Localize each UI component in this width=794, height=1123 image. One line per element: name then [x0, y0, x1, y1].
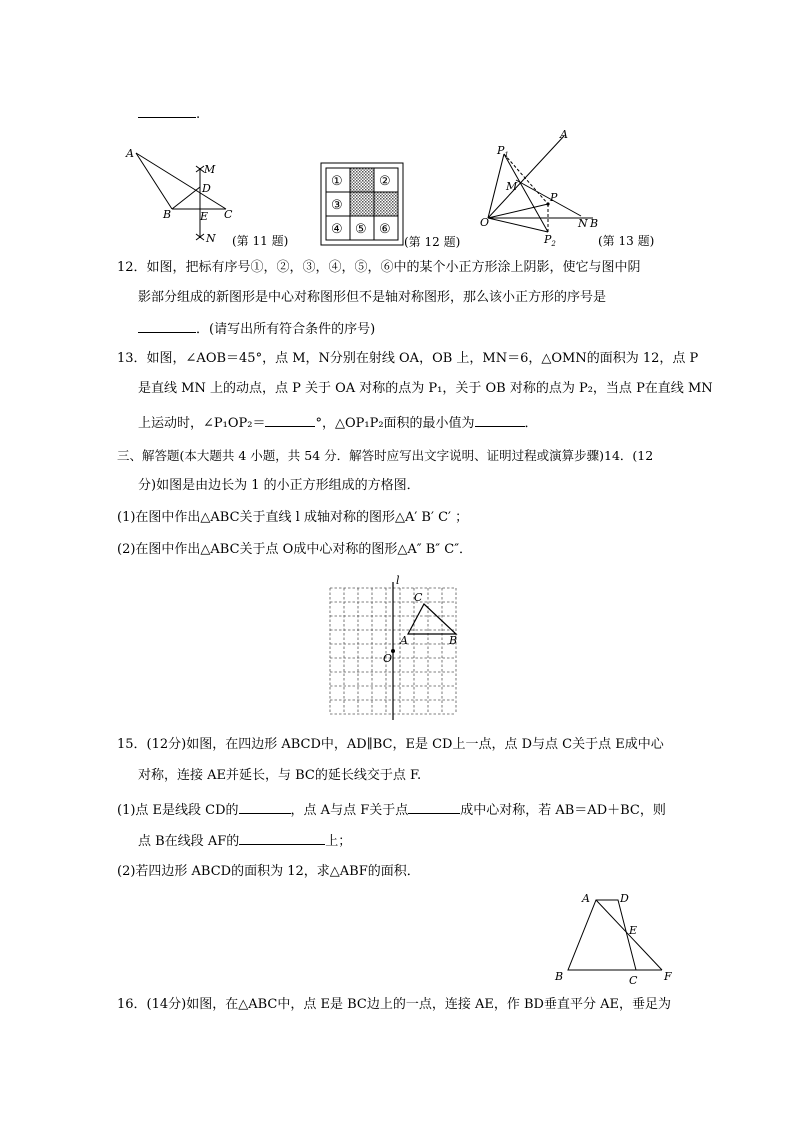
answer-blank[interactable]: [408, 799, 460, 814]
cell-5[interactable]: ⑤: [355, 222, 367, 237]
cell-2[interactable]: ②: [379, 174, 391, 189]
answer-blank[interactable]: [265, 412, 315, 427]
fig13-label-o: O: [480, 216, 490, 229]
q13-line3: 上运动时，∠P₁OP₂＝ °，△OP₁P₂面积的最小值为 ．: [138, 412, 718, 434]
shaded-cell: [350, 168, 374, 192]
fig15-label-c: C: [629, 974, 638, 987]
fig11-label-a: A: [126, 147, 134, 160]
section3-line2: 分)如图是由边长为 1 的小正方形组成的方格图．: [138, 478, 420, 493]
fig15-label-f: F: [664, 970, 672, 983]
cell-1[interactable]: ①: [331, 174, 343, 189]
fig11-label-m: M: [204, 163, 216, 176]
fig11-caption: (第 11 题): [232, 234, 289, 248]
shaded-cell: [350, 192, 374, 216]
q15-part2: (2)若四边形 ABCD的面积为 12，求△ABF的面积．: [117, 864, 420, 879]
q15-part1-line1: (1)点 E是线段 CD的 ，点 A与点 F关于点 成中心对称，若 AB＝AD＋BC，则: [117, 799, 697, 821]
figure-11: [120, 142, 300, 250]
fig13-label-m: M: [506, 180, 518, 193]
grid-label-l: l: [396, 574, 400, 587]
cell-3[interactable]: ③: [331, 198, 343, 213]
q13-line1: 13．如图，∠AOB＝45°，点 M，N分别在射线 OA，OB 上，MN＝6，△OMN的面积为 12，点 P: [117, 351, 699, 366]
answer-blank[interactable]: [239, 830, 325, 845]
fig13-label-p2: $P_2$: [544, 233, 556, 248]
answer-blank[interactable]: [138, 103, 196, 118]
grid-label-o: O: [383, 652, 393, 665]
fig15-label-e: E: [629, 924, 638, 937]
fig11-label-n: N: [206, 232, 216, 245]
q12-line1: 12．如图，把标有序号①，②，③，④，⑤，⑥中的某个小正方形涂上阴影，使它与图中阴: [117, 260, 641, 275]
grid-label-b: B: [449, 634, 458, 647]
fig13-label-b: B: [590, 217, 599, 230]
fig11-label-b: B: [163, 208, 172, 221]
fig15-label-a: A: [582, 892, 590, 905]
fig11-label-c: C: [224, 208, 233, 221]
fig15-label-d: D: [620, 892, 629, 905]
fig13-caption: (第 13 题): [598, 234, 655, 248]
q15-line2: 对称，连接 AE并延长，与 BC的延长线交于点 F.: [138, 768, 422, 783]
q15-part1-line2: 点 B在线段 AF的 上；: [138, 830, 718, 852]
q10-tail: .: [138, 103, 200, 125]
fig11-label-d: D: [202, 182, 211, 195]
figure-12: [320, 162, 480, 248]
grid-label-c: C: [414, 591, 423, 604]
fig13-label-a: A: [560, 128, 568, 141]
q14-part1: (1)在图中作出△ABC关于直线 l 成轴对称的图形△A′ B′ C′ ；: [117, 510, 469, 525]
q15-figure: [550, 888, 680, 988]
q13-line2: 是直线 MN 上的动点，点 P 关于 OA 对称的点为 P₁，关于 OB 对称的点为 P₂，当点 P在直线 MN: [138, 381, 713, 396]
triangle-abc: [408, 604, 456, 634]
fig15-label-b: B: [555, 970, 564, 983]
answer-blank[interactable]: [239, 799, 291, 814]
grid-label-a: A: [400, 634, 408, 647]
fig13-label-n: N: [578, 217, 588, 230]
fig13-label-p: P: [550, 191, 558, 204]
q12-line2: 影部分组成的新图形是中心对称图形但不是轴对称图形，那么该小正方形的序号是: [138, 290, 607, 305]
shaded-cell: [374, 192, 398, 216]
q14-grid-figure: [326, 574, 460, 722]
q12-line3: ．(请写出所有符合条件的序号): [138, 318, 718, 340]
section3-line1: 三、解答题(本大题共 4 小题，共 54 分．解答时应写出文字说明、证明过程或演算步骤)14．(12: [117, 448, 654, 463]
answer-blank[interactable]: [475, 412, 525, 427]
q16-line1: 16．(14分)如图，在△ABC中，点 E是 BC边上的一点，连接 AE，作 BD垂直平分 AE，垂足为: [117, 997, 671, 1012]
figure-13: [478, 128, 668, 250]
q14-part2: (2)在图中作出△ABC关于点 O成中心对称的图形△A″ B″ C″．: [117, 542, 473, 557]
fig12-caption: (第 12 题): [404, 235, 461, 248]
q15-line1: 15．(12分)如图，在四边形 ABCD中，AD∥BC，E是 CD上一点，点 D与点 C关于点 E成中心: [117, 737, 664, 752]
fig11-label-e: E: [200, 210, 209, 223]
answer-blank[interactable]: [138, 318, 196, 333]
cell-6[interactable]: ⑥: [379, 222, 391, 237]
cell-4[interactable]: ④: [331, 222, 343, 237]
fig13-label-p1: $P_1$: [497, 144, 509, 159]
